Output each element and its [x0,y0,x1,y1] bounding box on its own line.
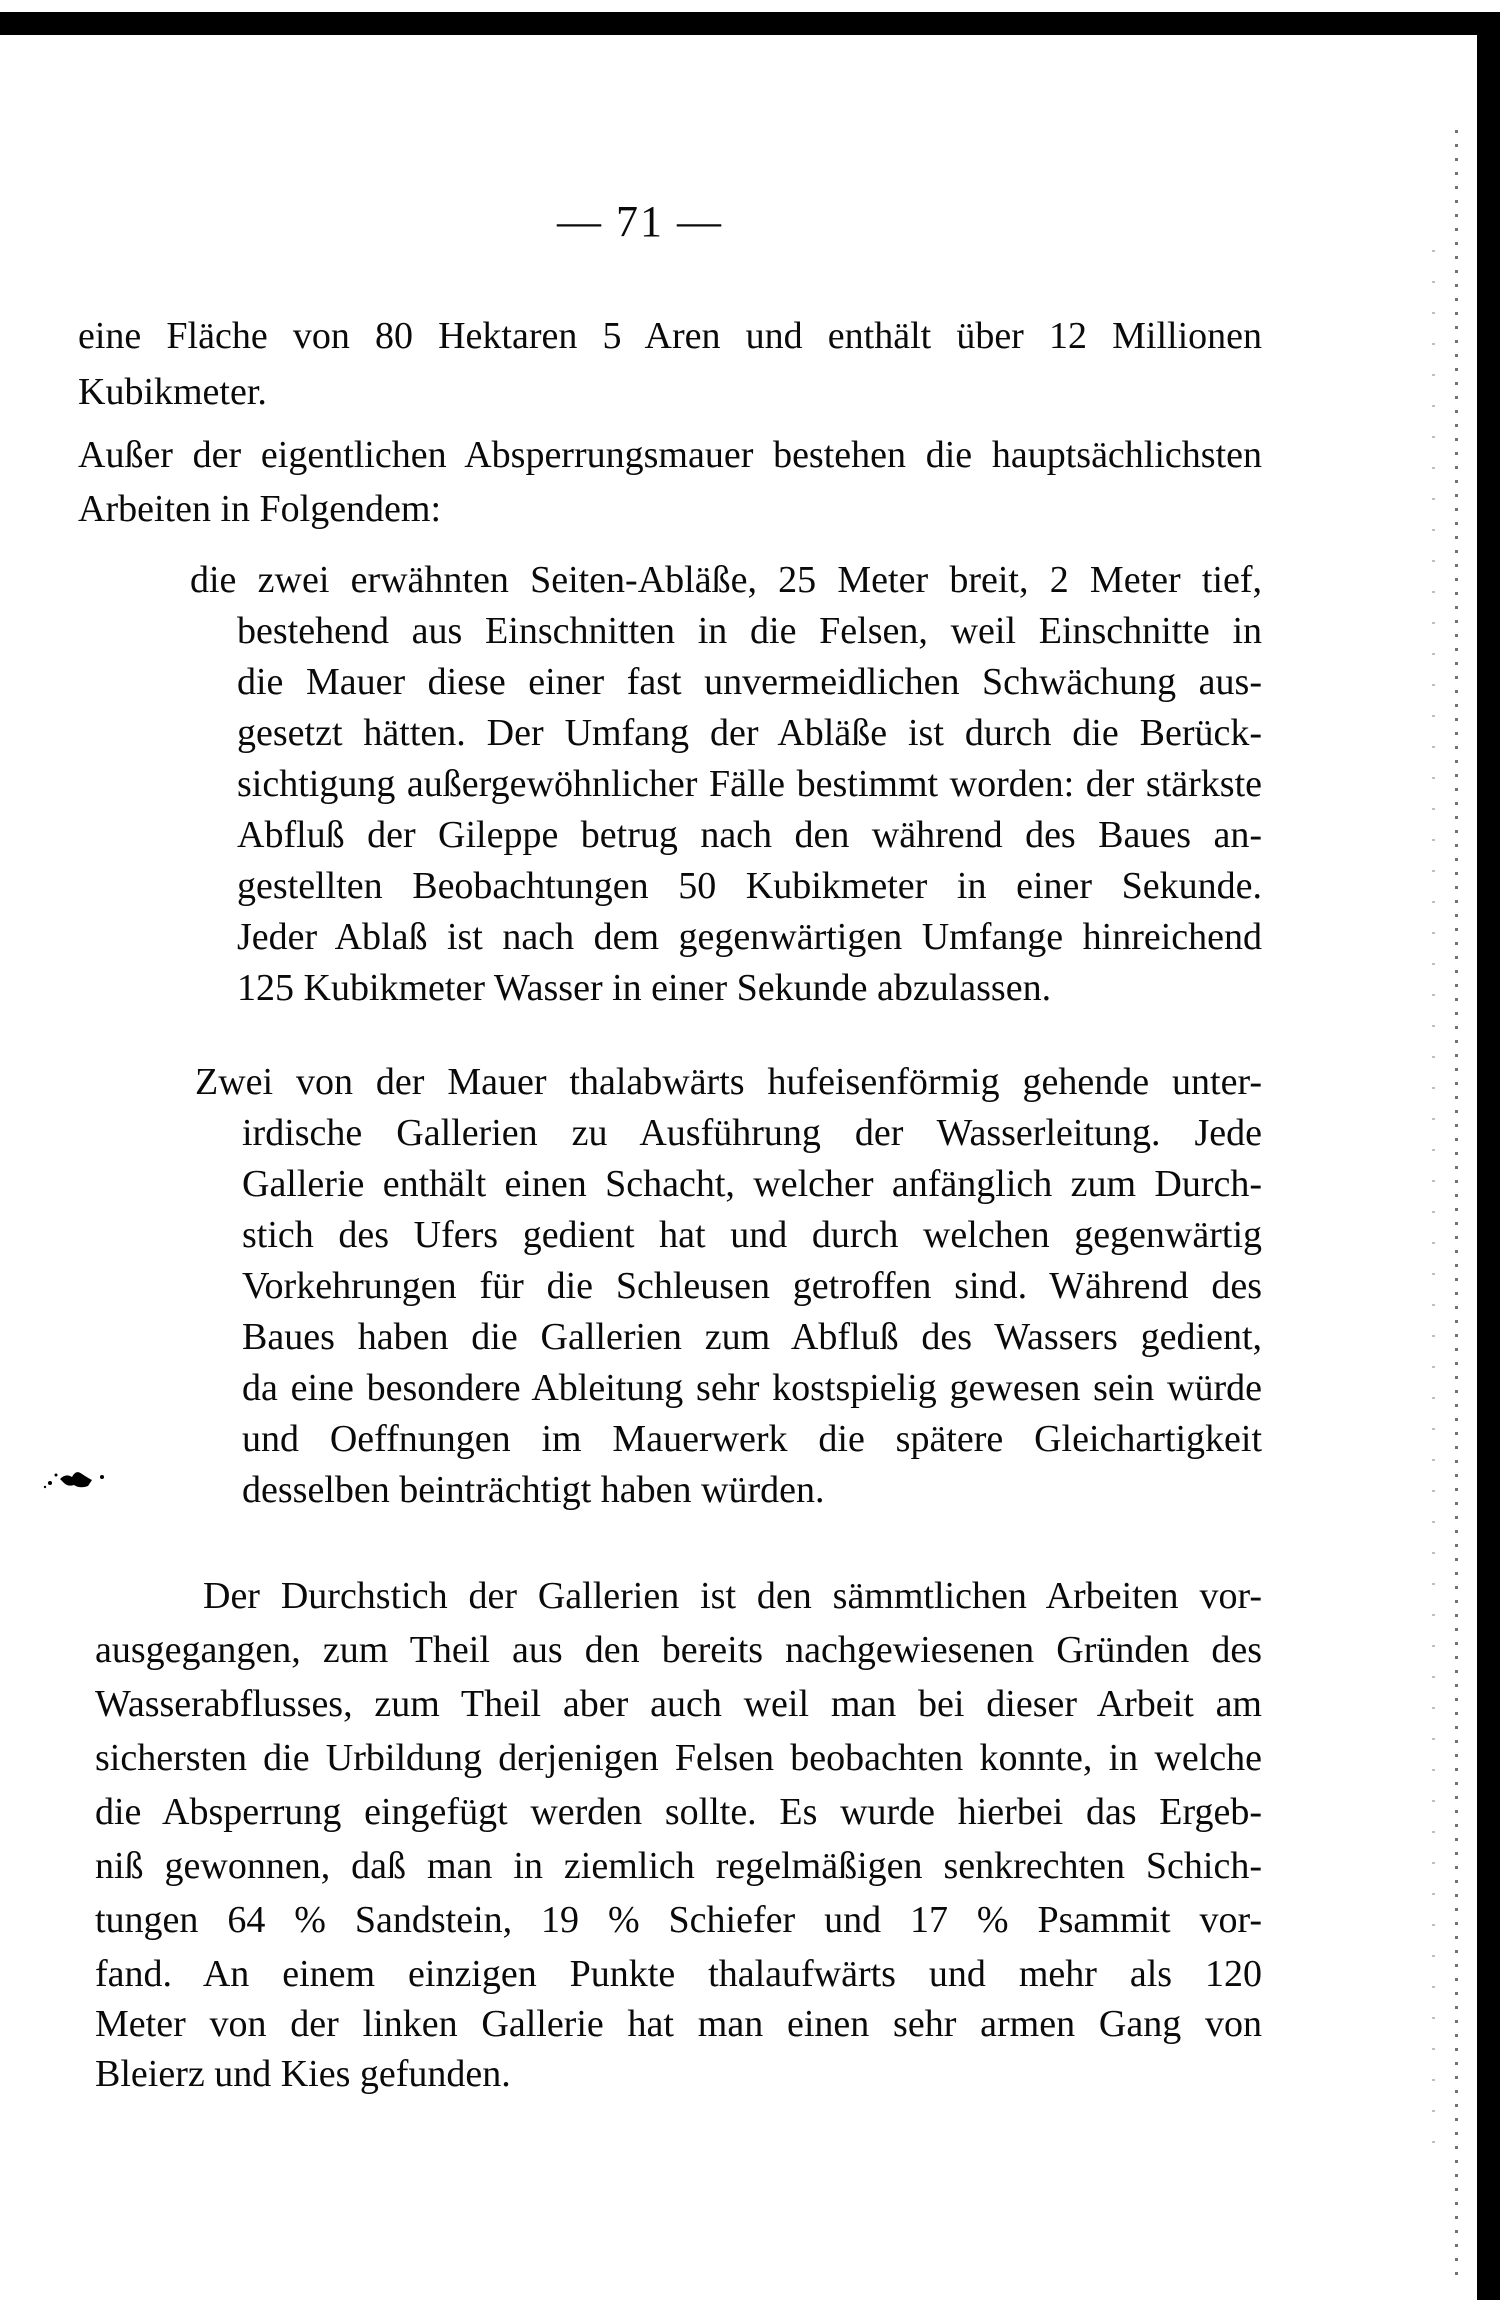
text-line: und Oeffnungen im Mauerwerk die spätere Gleichartigkeit [242,1418,1262,1460]
text-line: ausgegangen, zum Theil aus den bereits nachgewiesenen Gründen des [95,1629,1262,1671]
scan-right-border [1477,12,1500,2300]
text-line: desselben beinträchtigt haben würden. [242,1469,825,1511]
text-line: Meter von der linken Gallerie hat man einen sehr armen Gang von [95,2003,1262,2045]
text-line: Außer der eigentlichen Absperrungsmauer bestehen die hauptsächlichsten [78,434,1262,476]
text-line: die zwei erwähnten Seiten-Abläße, 25 Meter breit, 2 Meter tief, [190,559,1262,601]
text-line: Der Durchstich der Gallerien ist den sämmtlichen Arbeiten vor- [203,1575,1262,1617]
scan-edge-noise-faint [1432,250,1435,2150]
text-line: die Mauer diese einer fast unvermeidlichen Schwächung aus- [237,661,1262,703]
text-line: gesetzt hätten. Der Umfang der Abläße ist durch die Berück- [237,712,1262,754]
text-line: Kubikmeter. [78,371,267,413]
text-line: niß gewonnen, daß man in ziemlich regelmäßigen senkrechten Schich- [95,1845,1262,1887]
text-line: tungen 64 % Sandstein, 19 % Schiefer und 17 % Psammit vor- [95,1899,1262,1941]
text-line: stich des Ufers gedient hat und durch welchen gegenwärtig [242,1214,1262,1256]
text-line: Gallerie enthält einen Schacht, welcher anfänglich zum Durch- [242,1163,1262,1205]
text-line: Baues haben die Gallerien zum Abfluß des Wassers gedient, [242,1316,1262,1358]
text-line: da eine besondere Ableitung sehr kostspielig gewesen sein würde [242,1367,1262,1409]
text-line: irdische Gallerien zu Ausführung der Wasserleitung. Jede [242,1112,1262,1154]
text-line: gestellten Beobachtungen 50 Kubikmeter in einer Sekunde. [237,865,1262,907]
page-number: — 71 — [557,197,723,246]
ink-blot-icon [40,1465,110,1491]
text-line: Wasserabflusses, zum Theil aber auch weil man bei dieser Arbeit am [95,1683,1262,1725]
text-line: 125 Kubikmeter Wasser in einer Sekunde abzulassen. [237,967,1052,1009]
text-line: Vorkehrungen für die Schleusen getroffen sind. Während des [242,1265,1262,1307]
text-line: Abfluß der Gileppe betrug nach den während des Baues an- [237,814,1262,856]
text-line: Jeder Ablaß ist nach dem gegenwärtigen Umfange hinreichend [237,916,1262,958]
text-line: Arbeiten in Folgendem: [78,488,442,530]
text-line: Bleierz und Kies gefunden. [95,2053,511,2095]
text-line: sichtigung außergewöhnlicher Fälle bestimmt worden: der stärkste [237,763,1262,805]
text-line: fand. An einem einzigen Punkte thalaufwärts und mehr als 120 [95,1953,1262,1995]
text-line: Zwei von der Mauer thalabwärts hufeisenförmig gehende unter- [195,1061,1262,1103]
scan-edge-noise [1455,130,1458,2280]
text-line: sichersten die Urbildung derjenigen Felsen beobachten konnte, in welche [95,1737,1262,1779]
text-line: bestehend aus Einschnitten in die Felsen, weil Einschnitte in [237,610,1262,652]
scan-top-border [0,12,1500,35]
text-line: die Absperrung eingefügt werden sollte. Es wurde hierbei das Ergeb- [95,1791,1262,1833]
text-line: eine Fläche von 80 Hektaren 5 Aren und enthält über 12 Millionen [78,315,1262,357]
